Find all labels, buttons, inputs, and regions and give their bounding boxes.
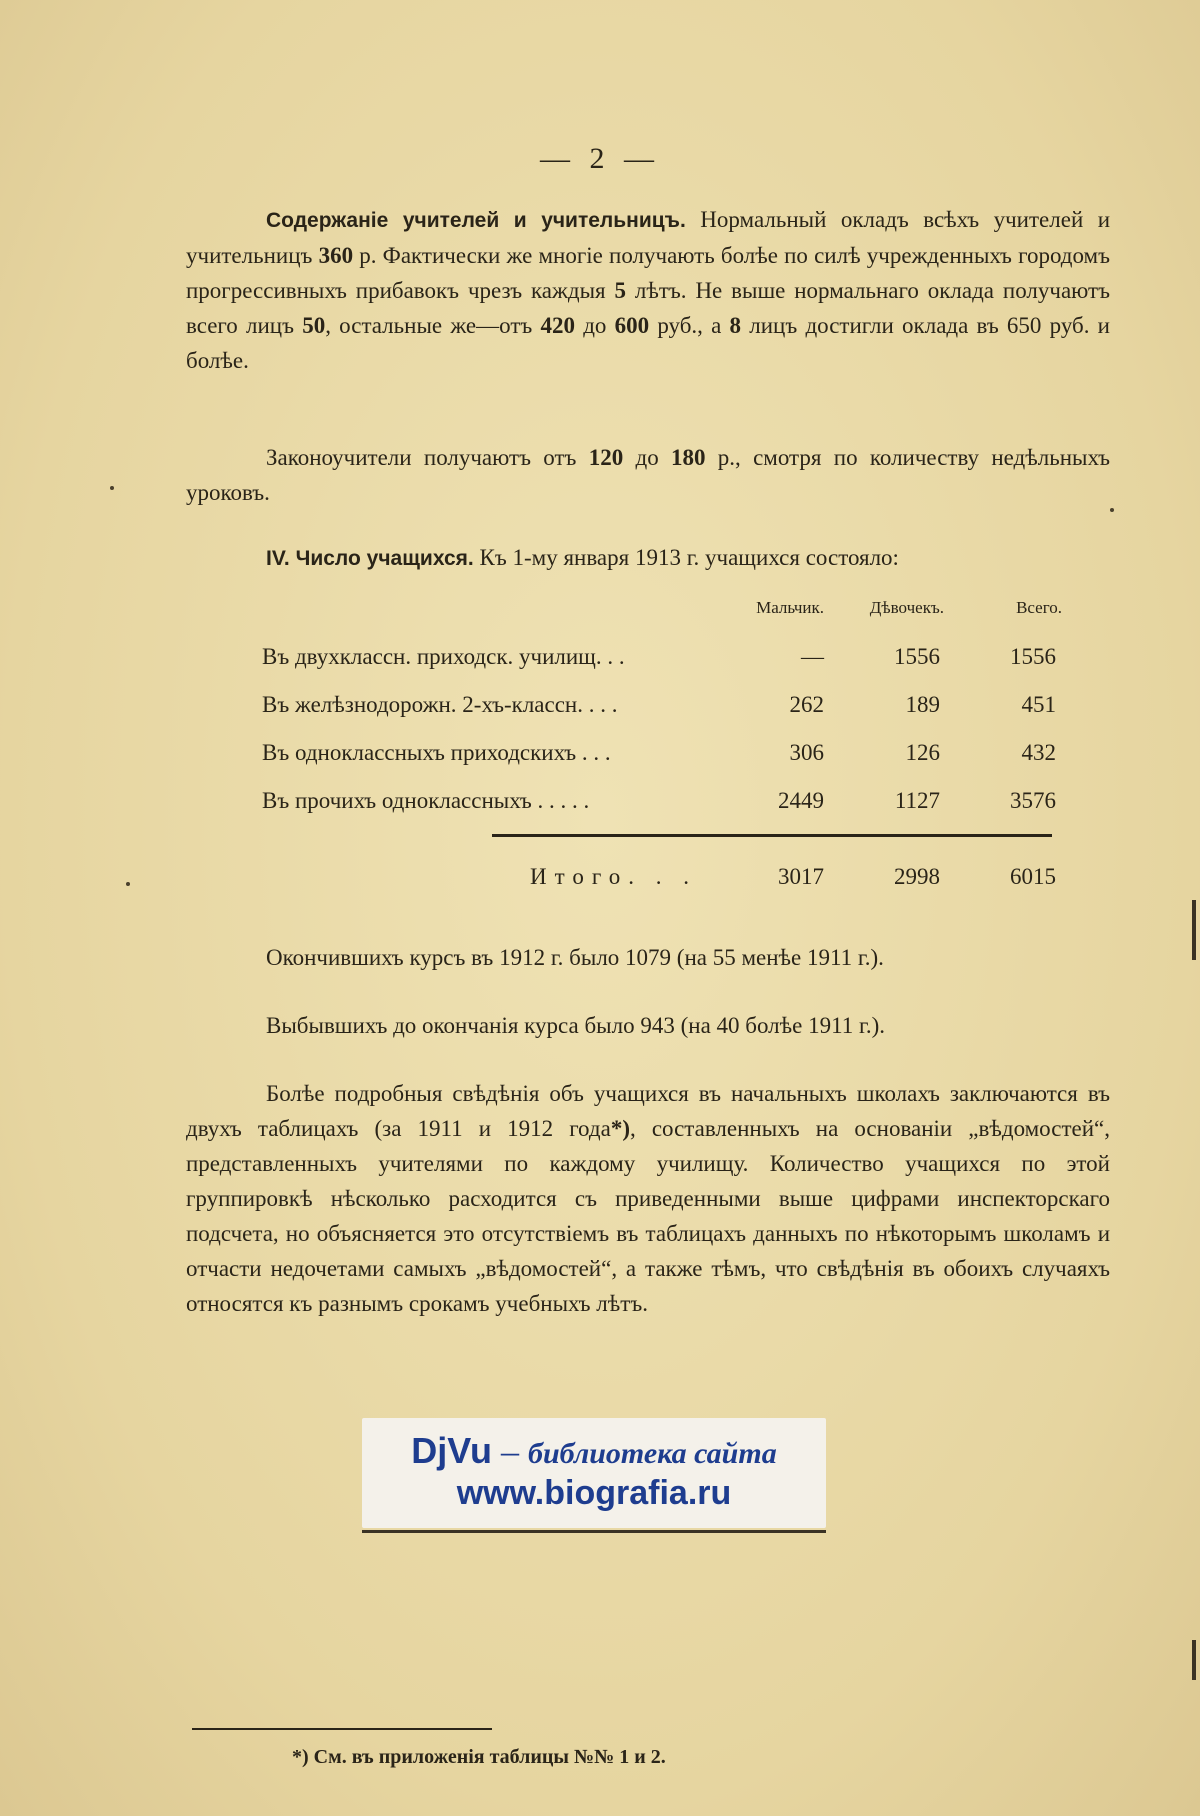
table-row: [186, 788, 1110, 836]
paper-speck: [1110, 508, 1114, 512]
table-row: [186, 644, 1110, 692]
table-row: [186, 692, 1110, 740]
graduates-line: Окончившихъ курсъ въ 1912 г. было 1079 (на 55 менѣе 1911 г.).: [266, 945, 884, 970]
row-label: Въ одноклассныхъ приходскихъ . . .: [262, 740, 611, 765]
page-edge-mark: [1192, 1640, 1196, 1680]
page-edge-mark: [1192, 900, 1196, 960]
dropouts-line: Выбывшихъ до окончанiя курса было 943 (на 40 болѣе 1911 г.).: [266, 1013, 885, 1038]
total-girls: 2998: [894, 864, 940, 889]
row-boys: 2449: [778, 788, 824, 813]
table-row: [186, 740, 1110, 788]
total-label: Итого. . .: [530, 864, 697, 889]
stamp-djvu: DjVu: [411, 1430, 492, 1471]
row-girls: 126: [905, 740, 940, 765]
row-label: Въ двухклассн. приходск. училищ. . .: [262, 644, 625, 669]
students-table: [186, 598, 1110, 889]
salary-heading: Содержанiе учителей и учительницъ.: [266, 209, 686, 232]
header-total: Всего.: [1016, 598, 1062, 617]
row-girls: 1556: [894, 644, 940, 669]
stamp-url: www.biografia.ru: [456, 1474, 732, 1512]
table-header-row: [186, 598, 1110, 632]
row-label: Въ желѣзнодорожн. 2-хъ-классн. . . .: [262, 692, 618, 717]
row-girls: 189: [905, 692, 940, 717]
students-heading: IV. Число учащихся.: [266, 547, 474, 570]
stamp-subtitle: библиотека сайта: [527, 1437, 777, 1470]
row-boys: 262: [789, 692, 824, 717]
total-row: [186, 864, 1110, 904]
paper-speck: [110, 486, 114, 490]
row-label: Въ прочихъ одноклассныхъ . . . . .: [262, 788, 590, 813]
law-teachers-paragraph: Законоучители получаютъ отъ 120 до 180 р., смотря по количеству недѣльныхъ уроковъ.: [186, 445, 1110, 505]
row-boys: 306: [789, 740, 824, 765]
stamp-underline: [362, 1530, 826, 1533]
footnote-divider: [192, 1728, 492, 1730]
footnote-marker: *): [610, 1116, 630, 1141]
footnote: *) См. въ приложенiя таблицы №№ 1 и 2.: [292, 1746, 666, 1768]
total-boys: 3017: [778, 864, 824, 889]
students-paragraph: IV. Число учащихся. Къ 1-му января 1913 г. учащихся состояло:: [266, 545, 899, 570]
row-total: 3576: [1010, 788, 1056, 813]
row-boys: —: [801, 644, 824, 669]
salary-paragraph: Содержанiе учителей и учительницъ. Нормальный окладъ всѣхъ учителей и учительницъ 360 р. Фактически же многiе получають болѣе по силѣ учрежденныхъ городомъ прогрессивныхъ прибавокъ чрезъ каждыя 5 лѣтъ. Не выше нормальнаго оклада получаютъ всего лицъ 50, остальные же—отъ 420 до 600 руб., а 8 лицъ достигли оклада въ 650 руб. и болѣе.: [186, 207, 1111, 373]
page-number: — 2 —: [540, 142, 660, 175]
header-boys: Мальчик.: [756, 598, 824, 617]
row-total: 451: [1021, 692, 1056, 717]
library-stamp: DjVu – библиотека сайта www.biografia.ru: [362, 1418, 826, 1528]
row-total: 432: [1021, 740, 1056, 765]
row-girls: 1127: [894, 788, 940, 813]
row-total: 1556: [1010, 644, 1056, 669]
total-divider: [492, 834, 1052, 837]
header-girls: Дѣвочекъ.: [869, 598, 944, 617]
paper-speck: [126, 882, 130, 886]
details-paragraph: Болѣе подробныя свѣдѣнiя объ учащихся въ начальныхъ школахъ заключаются въ двухъ таблицахъ (за 1911 и 1912 года*), составленныхъ на основанiи „вѣдомостей“, представленныхъ учителями по каждому училищу. Количество учащихся по этой группировкѣ нѣсколько расходится съ приведенными выше цифрами инспекторскаго подсчета, но объясняется это отсутствiемъ въ таблицахъ данныхъ по нѣкоторымъ школамъ и отчасти недочетами самыхъ „вѣдомостей“, а также тѣмъ, что свѣдѣнiя въ обоихъ случаяхъ относятся къ разнымъ срокамъ учебныхъ лѣтъ.: [186, 1081, 1110, 1316]
total-total: 6015: [1010, 864, 1056, 889]
